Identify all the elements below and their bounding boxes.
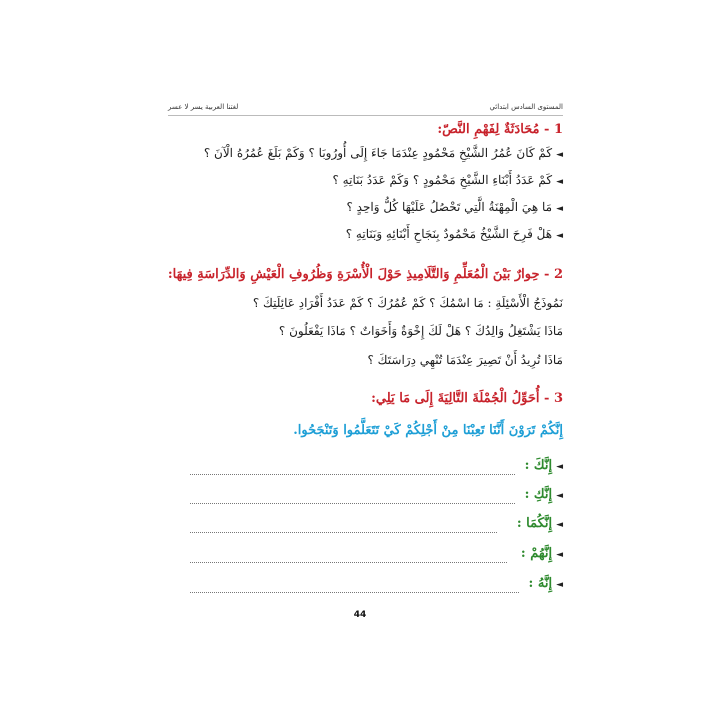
section1-title: 1 - مُحَادَثَةٌ لِفَهْمِ النَّصّ: <box>437 122 563 137</box>
fill-label-2: ◄إِنَّكِ : <box>524 487 563 502</box>
header-divider <box>168 115 563 116</box>
bullet-icon: ◄ <box>556 580 563 590</box>
section1-question-2: ◄كَمْ عَدَدُ أَبْنَاءِ الشَّيْخِ مَحْمُودٍ ؟ وَكَمْ عَدَدُ بَنَاتِهِ ؟ <box>332 173 563 187</box>
bullet-icon: ◄ <box>556 520 563 530</box>
section1-question-3: ◄مَا هِيَ الْمِهْنَةُ الَّتِي تَحْصُلُ عَلَيْهَا كُلُّ وَاحِدٍ ؟ <box>346 200 563 214</box>
answer-line-4[interactable] <box>190 562 507 563</box>
fill-label-4: ◄إِنَّهُمْ : <box>520 546 563 561</box>
page-number: 44 <box>353 610 367 620</box>
answer-line-5[interactable] <box>190 592 519 593</box>
section2-line-1: نَمُوذَجُ الْأَسْئِلَةِ : مَا اسْمُكَ ؟ كَمْ عُمُرُكَ ؟ كَمْ عَدَدُ أَفْرَادِ عَائِلَتِكَ ؟ <box>252 296 563 310</box>
fill-row-5 <box>190 576 563 596</box>
fill-row-1 <box>190 458 563 478</box>
section3-title: 3 - أُحَوِّلُ الْجُمْلَةَ التَّالِيَةَ إِلَى مَا يَلِي: <box>371 391 563 406</box>
fill-label-5: ◄إِنَّهُ : <box>528 576 563 591</box>
bullet-icon: ◄ <box>556 491 563 501</box>
answer-line-3[interactable] <box>190 532 497 533</box>
fill-row-2 <box>190 487 563 507</box>
section2-line-3: مَاذَا تُرِيدُ أَنْ تَصِيرَ عِنْدَمَا تُنْهِي دِرَاسَتَكَ ؟ <box>367 353 563 367</box>
answer-line-2[interactable] <box>190 503 515 504</box>
answer-line-1[interactable] <box>190 474 515 475</box>
bullet-icon: ◄ <box>556 177 563 187</box>
fill-label-3: ◄إِنَّكُمَا : <box>516 516 563 531</box>
fill-row-3 <box>190 516 563 536</box>
header-level: المستوى السادس ابتدائي <box>489 103 563 111</box>
section1-question-1: ◄كَمْ كَانَ عُمُرُ الشَّيْخِ مَحْمُودٍ عِنْدَمَا جَاءَ إِلَى أُورُوبَا ؟ وَكَمْ بَلَغَ عُمُرُهُ الْآنَ ؟ <box>203 146 563 160</box>
section3-sentence: إِنَّكُمْ تَرَوْنَ أَنَّنَا تَعِبْنَا مِنْ أَجْلِكُمْ كَيْ تَتَعَلَّمُوا وَتَنْجَحُوا. <box>293 423 563 438</box>
fill-row-4 <box>190 546 563 566</box>
bullet-icon: ◄ <box>556 231 563 241</box>
bullet-icon: ◄ <box>556 204 563 214</box>
fill-label-1: ◄إِنَّكَ : <box>524 458 563 473</box>
bullet-icon: ◄ <box>556 462 563 472</box>
section1-question-4: ◄هَلْ فَرِحَ الشَّيْخُ مَحْمُودٌ بِنَجَاحِ أَبْنَائِهِ وَبَنَاتِهِ ؟ <box>345 227 563 241</box>
header-book-title: لغتنا العربية يسر لا عسر <box>168 103 239 111</box>
bullet-icon: ◄ <box>556 150 563 160</box>
section2-line-2: مَاذَا يَشْتَغِلُ وَالِدُكَ ؟ هَلْ لَكَ إِخْوَةٌ وَأَخَوَاتٌ ؟ مَاذَا يَفْعَلُونَ ؟ <box>278 324 563 338</box>
section2-title: 2 - حِوارٌ بَيْنَ الْمُعَلِّمِ وَالتَّلَامِيذِ حَوْلَ الْأُسْرَةِ وَظُرُوفِ الْعَيْشِ وَالدِّرَاسَةِ فِيهَا: <box>167 267 563 282</box>
bullet-icon: ◄ <box>556 550 563 560</box>
